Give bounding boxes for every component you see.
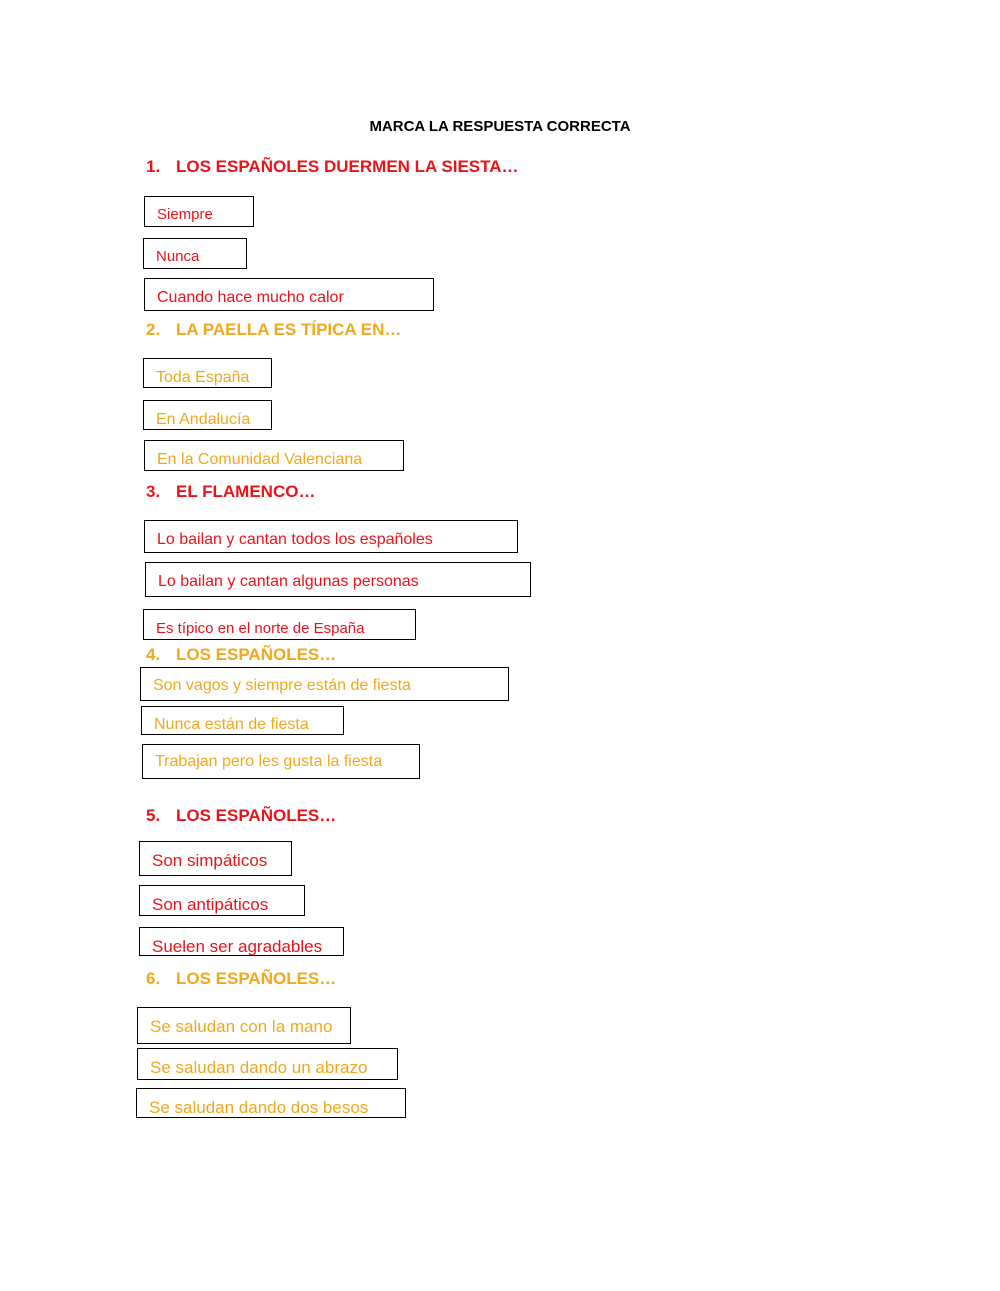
question-text: LA PAELLA ES TÍPICA EN…	[176, 320, 402, 339]
answer-option[interactable]	[140, 667, 509, 701]
answer-option[interactable]	[143, 238, 247, 269]
answer-label: Cuando hace mucho calor	[157, 289, 344, 306]
question-number: 1.	[146, 157, 161, 176]
question-number: 5.	[146, 806, 161, 825]
answer-option[interactable]	[141, 706, 344, 735]
answer-label: Nunca están de fiesta	[154, 716, 309, 733]
answer-label: En Andalucía	[156, 411, 251, 428]
answer-label: Lo bailan y cantan todos los españoles	[157, 531, 433, 548]
question-number: 2.	[146, 320, 161, 339]
answer-option[interactable]	[144, 440, 404, 471]
question-text: LOS ESPAÑOLES…	[176, 645, 337, 664]
answer-label: Nunca	[156, 248, 200, 265]
answer-label: Son antipáticos	[152, 895, 269, 914]
question-text: LOS ESPAÑOLES…	[176, 969, 337, 988]
question-2	[146, 320, 401, 340]
answer-label: Toda España	[156, 369, 250, 386]
answer-option[interactable]	[144, 278, 434, 311]
question-number: 3.	[146, 482, 161, 501]
answer-label: Son simpáticos	[152, 851, 268, 870]
question-number: 6.	[146, 969, 161, 988]
question-6	[146, 969, 336, 989]
answer-option[interactable]	[136, 1088, 406, 1118]
answer-label: Suelen ser agradables	[152, 937, 323, 956]
answer-label: Trabajan pero les gusta la fiesta	[155, 753, 383, 770]
answer-option[interactable]	[144, 196, 254, 227]
answer-label: En la Comunidad Valenciana	[157, 451, 363, 468]
answer-option[interactable]	[139, 841, 292, 876]
answer-option[interactable]	[143, 609, 416, 640]
answer-label: Son vagos y siempre están de fiesta	[153, 677, 411, 694]
answer-option[interactable]	[139, 885, 305, 916]
page-title: MARCA LA RESPUESTA CORRECTA	[369, 118, 631, 135]
question-text: EL FLAMENCO…	[176, 482, 316, 501]
answer-option[interactable]	[145, 562, 531, 597]
question-text: LOS ESPAÑOLES…	[176, 806, 337, 825]
answer-option[interactable]	[137, 1007, 351, 1044]
answer-option[interactable]	[139, 927, 344, 956]
answer-label: Lo bailan y cantan algunas personas	[158, 573, 419, 590]
answer-option[interactable]	[143, 400, 272, 430]
question-4	[146, 645, 336, 665]
answer-option[interactable]	[144, 520, 518, 553]
question-1	[146, 157, 519, 177]
question-number: 4.	[146, 645, 161, 664]
question-5	[146, 806, 336, 826]
answer-label: Es típico en el norte de España	[156, 620, 365, 637]
answer-label: Se saludan dando dos besos	[149, 1098, 369, 1117]
question-text: LOS ESPAÑOLES DUERMEN LA SIESTA…	[176, 157, 519, 176]
answer-label: Se saludan dando un abrazo	[150, 1058, 368, 1077]
answer-option[interactable]	[142, 744, 420, 779]
answer-label: Se saludan con la mano	[150, 1017, 333, 1036]
answer-option[interactable]	[143, 358, 272, 388]
answer-option[interactable]	[137, 1048, 398, 1080]
question-3	[146, 482, 315, 502]
answer-label: Siempre	[157, 206, 213, 223]
